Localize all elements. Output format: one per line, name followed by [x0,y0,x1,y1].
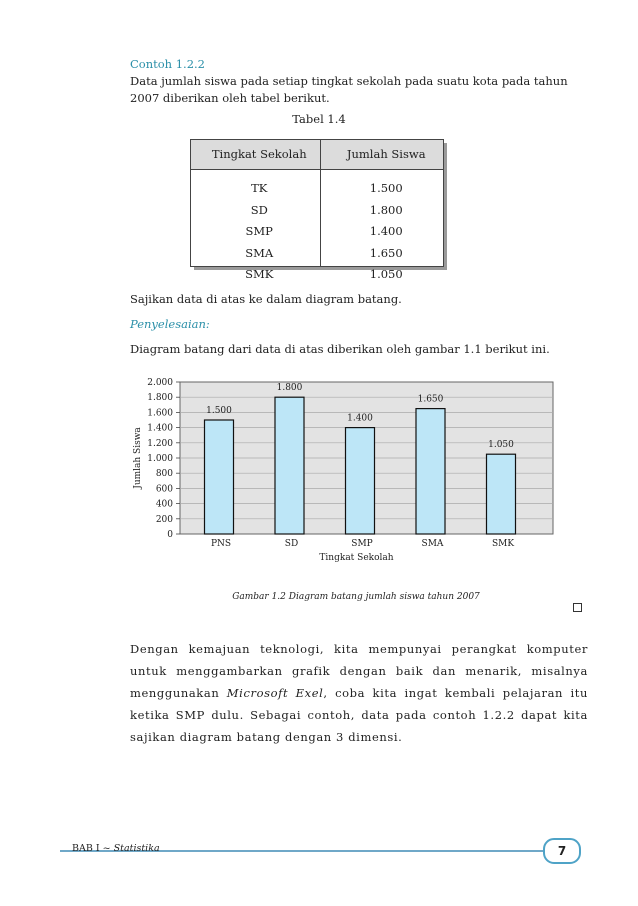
data-label: 1.400 [347,413,373,424]
table-row: SD 1.800 [250,202,403,217]
y-axis-label: Jumlah Siswa [133,427,143,489]
y-tick-label: 400 [155,499,173,510]
table-row: SMK 1.050 [245,267,403,281]
x-tick-label: SMA [421,539,444,549]
table-header-count: Jumlah Siswa [328,139,444,170]
table-shadow [444,143,447,270]
student-table [190,139,444,286]
table-header-level: Tingkat Sekolah [190,139,328,170]
bar [487,454,516,534]
x-tick-label: SMP [351,539,373,549]
example-intro: Data jumlah siswa pada setiap tingkat sekolah pada suatu kota pada tahun 2007 diberikan oleh tabel berikut. [130,74,568,105]
footer-chapter: BAB I ~ Statistika [72,843,160,854]
y-tick-label: 1.200 [147,438,173,449]
data-label: 1.500 [206,406,232,416]
bar [416,409,445,534]
figure-caption: Gambar 1.2 Diagram batang jumlah siswa tahun 2007 [232,592,480,602]
task-text: Sajikan data di atas ke dalam diagram batang. [130,292,402,306]
y-tick-label: 0 [167,530,173,540]
x-axis-label: Tingkat Sekolah [319,553,394,563]
end-of-example-icon [573,603,582,612]
x-tick-label: SD [284,539,299,549]
table-row: SMA 1.650 [245,245,403,260]
bar [205,420,234,534]
y-tick-label: 1.400 [147,423,173,434]
solution-label: Penyelesaian: [130,317,210,331]
x-tick-label: SMK [491,539,515,549]
table-row: SMP 1.400 [245,224,403,238]
table-divider [320,139,321,267]
solution-text: Diagram batang dari data di atas diberikan oleh gambar 1.1 berikut ini. [130,342,550,356]
y-tick-label: 200 [155,514,173,525]
bar [346,428,375,534]
y-tick-label: 2.000 [147,378,173,388]
y-tick-label: 1.000 [147,454,173,464]
bar [275,397,304,534]
y-tick-label: 600 [155,484,173,495]
example-title: Contoh 1.2.2 [130,57,205,71]
data-label: 1.050 [488,440,514,451]
page-number: 7 [543,838,581,864]
table-row: TK 1.500 [251,181,403,195]
table-caption: Tabel 1.4 [292,112,346,126]
y-tick-label: 800 [155,469,173,480]
y-tick-label: 1.800 [147,393,173,404]
bar-chart [0,370,638,570]
y-tick-label: 1.600 [147,408,173,419]
body-paragraph: Dengan kemajuan teknologi, kita mempunyai perangkat komputer untuk menggambarkan grafik dengan baik dan menarik, misalnya menggunakan Microsoft Exel, coba kita ingat kembali pelajaran itu ketika SMP dulu. Sebagai contoh, data pada contoh 1.2.2 dapat kita sajikan diagram batang dengan 3 dimensi. [130,642,588,744]
data-label: 1.800 [276,383,303,394]
x-tick-label: PNS [210,539,232,549]
data-label: 1.650 [417,394,444,405]
